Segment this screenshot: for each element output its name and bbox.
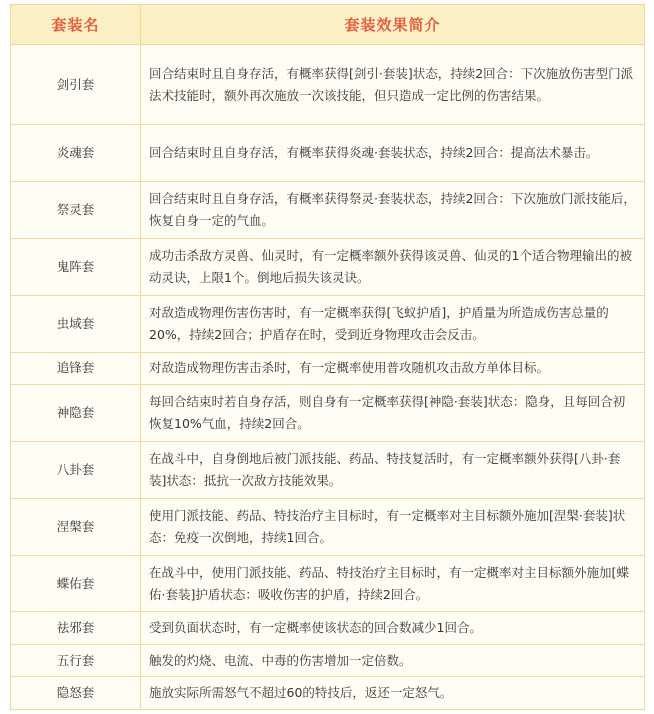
header-suit-name: 套装名 xyxy=(11,5,141,45)
suit-name-cell: 涅槃套 xyxy=(11,498,141,555)
table-row xyxy=(11,498,645,555)
table-row xyxy=(11,295,645,352)
suit-effect-cell: 在战斗中，使用门派技能、药品、特技治疗主目标时，有一定概率对主目标额外施加[蝶佑·套装]护盾状态：吸收伤害的护盾，持续2回合。 xyxy=(141,555,645,612)
suit-effect-cell: 每回合结束时若自身存活，则自身有一定概率获得[神隐·套装]状态：隐身，且每回合初恢复10%气血，持续2回合。 xyxy=(141,385,645,442)
suit-effect-cell: 受到负面状态时，有一定概率使该状态的回合数减少1回合。 xyxy=(141,612,645,644)
suit-effect-cell: 对敌造成物理伤害击杀时，有一定概率使用普攻随机攻击敌方单体目标。 xyxy=(141,352,645,384)
suit-effect-cell: 回合结束时且自身存活，有概率获得[剑引·套装]状态，持续2回合：下次施放伤害型门派法术技能时，额外再次施放一次该技能，但只造成一定比例的伤害结果。 xyxy=(141,45,645,125)
table-row xyxy=(11,238,645,295)
suit-effect-cell: 成功击杀敌方灵兽、仙灵时，有一定概率额外获得该灵兽、仙灵的1个适合物理输出的被动灵诀，上限1个。倒地后损失该灵诀。 xyxy=(141,238,645,295)
suit-name-cell: 祭灵套 xyxy=(11,182,141,239)
suit-name-cell: 剑引套 xyxy=(11,45,141,125)
suit-effects-table xyxy=(10,4,645,710)
suit-effect-cell: 回合结束时且自身存活，有概率获得祭灵·套装状态，持续2回合：下次施放门派技能后，恢复自身一定的气血。 xyxy=(141,182,645,239)
table-row xyxy=(11,385,645,442)
suit-name-cell: 八卦套 xyxy=(11,441,141,498)
table-row xyxy=(11,555,645,612)
table-row xyxy=(11,677,645,710)
suit-name-cell: 虫域套 xyxy=(11,295,141,352)
suit-effect-cell: 在战斗中，自身倒地后被门派技能、药品、特技复活时，有一定概率额外获得[八卦·套装]状态：抵抗一次敌方技能效果。 xyxy=(141,441,645,498)
suit-name-cell: 祛邪套 xyxy=(11,612,141,644)
suit-name-cell: 追锋套 xyxy=(11,352,141,384)
table-row xyxy=(11,182,645,239)
suit-name-cell: 神隐套 xyxy=(11,385,141,442)
suit-name-cell: 鬼阵套 xyxy=(11,238,141,295)
suit-name-cell: 隐怒套 xyxy=(11,677,141,710)
table-row xyxy=(11,441,645,498)
suit-effect-cell: 触发的灼烧、电流、中毒的伤害增加一定倍数。 xyxy=(141,644,645,676)
table-row xyxy=(11,352,645,384)
table-row xyxy=(11,644,645,676)
table-row xyxy=(11,45,645,125)
suit-name-cell: 蝶佑套 xyxy=(11,555,141,612)
header-suit-effect: 套装效果简介 xyxy=(141,5,645,45)
table-row xyxy=(11,612,645,644)
suit-effect-cell: 对敌造成物理伤害伤害时，有一定概率获得[飞蚁护盾]，护盾量为所造成伤害总量的20%，持续2回合；护盾存在时，受到近身物理攻击会反击。 xyxy=(141,295,645,352)
suit-effect-cell: 回合结束时且自身存活，有概率获得炎魂·套装状态，持续2回合：提高法术暴击。 xyxy=(141,125,645,182)
suit-name-cell: 五行套 xyxy=(11,644,141,676)
suit-effect-cell: 使用门派技能、药品、特技治疗主目标时，有一定概率对主目标额外施加[涅槃·套装]状态：免疫一次倒地，持续1回合。 xyxy=(141,498,645,555)
table-row xyxy=(11,125,645,182)
table-header-row xyxy=(11,5,645,45)
suit-effects-table-wrapper xyxy=(10,4,644,710)
suit-name-cell: 炎魂套 xyxy=(11,125,141,182)
suit-effect-cell: 施放实际所需怒气不超过60的特技后，返还一定怒气。 xyxy=(141,677,645,710)
